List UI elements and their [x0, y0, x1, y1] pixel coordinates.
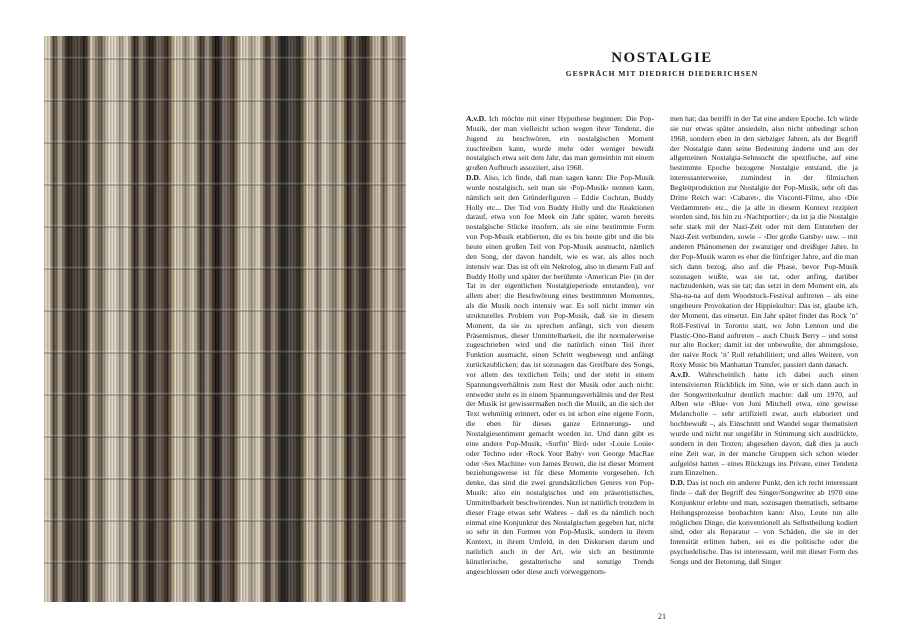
paragraph [670, 114, 858, 370]
paragraph-text: Ich möchte mit einer Hypothese beginnen: Die Pop-Musik, der man vielleicht schon wegen ihrer Tendenz, die Jugend zu beschwören, ein nostalgischen Moment zuschreiben kann, wurde mehr oder weniger bewußt nostalgisch etwa seit dem Jahr, das man gemeinhin mit einem großen Aufbruch assoziiert, also 1968. [466, 114, 654, 173]
speaker-label: D.D. [670, 478, 685, 488]
speaker-label: A.v.D. [466, 114, 487, 123]
paragraph-text: Das ist noch ein anderer Punkt, den ich recht interessant finde – daß der Begriff des Singer/Songwriter ab 1970 eine Konjunktur erlebte und man, sozusagen thematisch, seltsame Heilungsprozesse beobachten kann: Also, Leute tun alle möglichen Dinge, die konventionell als Selbstheilung kodiert sind, oder als Reparatur – von Schäden, die sie in der Intensität erlitten haben, sei es die politische oder die psychedelische. Das ist interessant, weil mit dieser Form des Songs und der Betonung, daß Singer [670, 478, 858, 566]
speaker-label: D.D. [466, 173, 481, 183]
paragraph [670, 478, 858, 567]
page-title: NOSTALGIE [611, 50, 713, 66]
paragraph-text: men hat; das betrifft in der Tat eine andere Epoche. Ich würde sie nur etwas später ansiedeln, also nicht unbedingt schon 1968, sondern eben in den siebziger Jahren, als der Begriff der Nostalgie dann seine Bedeutung änderte und aus der allgemeinen Nostalgia-Sehnsucht die spezifische, auf eine bestimmte Epoche bezogene Nostalgie entstand, die ja interessanterweise, zumindest in der filmischen Begleitproduktion zur Nostalgie der Pop-Musik, sehr oft das Dritte Reich war: ›Cabaret‹, die Visconti-Filme, also ›Die Verdammten‹ etc., die ja alle in diesem Kontext rezipiert worden sind, bis hin zu ›Nachtportier‹; da ist ja die Nostalgie sehr stark mit der Nazi-Zeit oder mit dem Entstehen der Nazi-Zeit verbunden, sowie – ›Der große Gatsby‹ usw. – mit anderen Phänomenen der zwanziger und dreißiger Jahre. In der Pop-Musik waren es eher die fünfziger Jahre, auf die man sich dann bezog, also auf die Phase, bevor Pop-Musik sozusagen wußte, was sie tat, oder anfing, darüber nachzudenken, was sie tat; das setzt in dem Moment ein, als Sha-na-na auf dem Woodstock-Festival auftreten – als eine ungeheure Provokation der Hippiekultur: Das ist, glaube ich, der Moment, das einsetzt. Ein Jahr später findet das Rock ’n’ Roll-Festival in Toronto statt, wo John Lennon und die Plastic-Ono-Band auftreten – auch Chuck Berry – und sonst nur alte Rocker; damit ist der unbewußte, der ahnungslose, der naive Rock ’n’ Roll rehabilitiert; und alles Weitere, von Roxy Music bis Manhattan Transfer, passiert dann danach. [670, 114, 858, 370]
artwork-horizontal-bands [44, 36, 406, 602]
page-subtitle: GESPRÄCH MIT DIEDRICH DIEDERICHSEN [565, 69, 759, 78]
paragraph [466, 114, 654, 173]
text-column-right [670, 114, 858, 590]
page-number: 21 [658, 612, 666, 621]
paragraph [466, 173, 654, 577]
paragraph-text: Also, ich finde, daß man sagen kann: Die Pop-Musik wurde nostalgisch, seit man sie ›Pop-Musik‹ nennen kann, nämlich seit den Gründerfiguren – Eddie Cochran, Buddy Holly etc... Der Tod von Buddy Holly und die Reaktionen darauf, etwa von Joe Meek ein Jahr später, waren bereits nostalgische Stücke insofern, als sie eine bestimmte Form von Pop-Musik etablierten, die es bis heute gibt und die bis heute einen großen Teil von Pop-Musik ausmacht, nämlich den Song, der davon handelt, wie es war, als alles noch intensiv war. Das ist oft ein Nekrolog, also in diesem Fall auf Buddy Holly und später der berühmte ›American Pie‹ (in der Tat in der eigentlichen Nostalgieperiode entstanden), vor allem aber: die Beschwörung eines bestimmten Momentes, als die Musik noch intensiv war. Es soll nicht immer ein strukturelles Problem von Pop-Musik, daß sie in diesem Moment, da sie zu sprechen anfängt, sich von diesem Präsentismus, dieser Unmittelbarkeit, die ihr normalerweise zugeschrieben wird und die natürlich einen Teil ihrer Funktion ausmacht, einen Schritt wegbewegt und anfängt zurückzublicken; das ist sozusagen das Greifbare des Songs, vor allem des textlichen Teils; und der steht in einem Spannungsverhältnis zum Rest der Musik oder auch nicht: entweder steht es in einem Spannungsverhältnis und der Rest der Musik ist gewissermaßen noch die Musik, an die sich der Text wehmütig erinnert, oder es ist schon eine eigene Form, die eben für dieses ganze Erinnerungs- und Nostalgiesentiment gemacht worden ist. Und dann gibt es eine andere Pop-Musik, ›Surfin’ Bird‹ oder ›Louie Louie‹ oder Techno oder ›Rock Your Baby‹ von George MacRae oder ›Sex Machine‹ von James Brown, die ist dieser Moment beziehungsweise ist für diese Momente vorgesehen. Ich denke, das sind die zwei grundsätzlichen Genres von Pop-Musik: also ein nostalgisches und ein präsentistisches, Unmittelbarkeit beschwörendes. Nun ist natürlich trotzdem in dieser Frage etwas sehr Wahres – daß es da nämlich noch einmal eine Konjunktur des Nostalgischen gegeben hat, nicht so sehr in den Formen von Pop-Musik, sondern in ihrem Kontext, in ihrem Umfeld, in den Diskursen darum und natürlich auch in der Art, wie sich an bestimmte künstlerische, gestalterische und sonstige Trends angeschlossen oder diese auch vorweggenom- [466, 173, 654, 576]
artwork-photo [44, 36, 406, 602]
text-column-left [466, 114, 654, 590]
paragraph [670, 370, 858, 478]
speaker-label: A.v.D. [670, 369, 691, 379]
paragraph-text: Wahrscheinlich hatte ich dabei auch einen intensivierten Rückblick im Sinn, wie er sich dann auch in der Songwriterkultur deutlich machte: daß um 1970, auf Alben wie ›Blue‹ von Joni Mitchell etwa, eine gewisse Melancholie – sehr artifiziell zwar, auch elaboriert und hochbewußt –, als Einschnitt und Wandel sogar thematisiert wurde und nicht nur ungefähr in Stimmung sich ausdrückte, sondern in den Texten; abgesehen davon, daß dies ja auch eine Zeit war, in der manche Gruppen sich schon wieder aufgelöst hatten – eines Rückzugs ins Private, einer Tendenz zum Einzelnen. [670, 369, 858, 478]
